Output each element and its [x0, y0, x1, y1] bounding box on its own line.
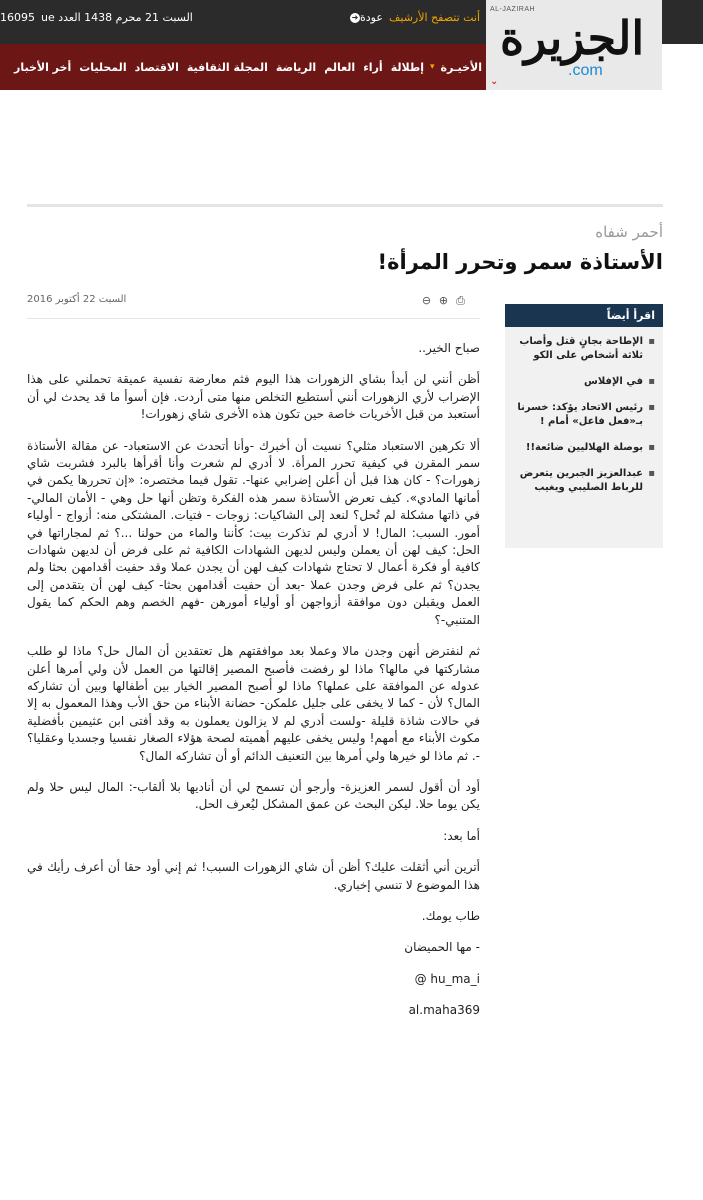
read-also-item[interactable]	[513, 441, 655, 455]
read-also-box	[505, 304, 663, 548]
paragraph: أظن أنني لن أبدأ بشاي الزهورات هذا اليوم فثم معارضة نفسية عميقة تحملني على هذا الإضراب لأري الزهورات أنني أستطيع التخلص منها متى أردت. فإن أسوأ ما قد يحدث لي أن أستعبد من قبل الأخريات خاصة حين تكون هذه الأخرى شاي زهورات!	[27, 372, 480, 422]
paragraph: طاب يومك.	[421, 908, 480, 923]
read-also-link[interactable]: الإطاحة بجانٍ قتل وأصاب ثلاثة أشخاص على الكو	[519, 336, 643, 361]
nav-item-economy[interactable]: الاقتصاد	[134, 60, 179, 74]
read-also-item[interactable]	[513, 335, 655, 363]
site-logo[interactable]	[486, 0, 662, 90]
read-also-link[interactable]: بوصلة الهلاليين ضائعة!!	[525, 442, 643, 453]
chevron-down-icon[interactable]: ⌄	[490, 76, 499, 87]
home-icon[interactable]	[0, 60, 10, 74]
bullet-icon: ▪	[648, 376, 655, 387]
nav-item-culture[interactable]: المجلة الثقافية	[186, 60, 268, 74]
read-also-list	[505, 327, 663, 495]
bullet-icon: ▪	[648, 442, 655, 453]
issue-tail: ue	[41, 11, 55, 24]
read-also-link[interactable]: رئيس الاتحاد يؤكد: خسرنا بـ«فعل فاعل» أمام !	[517, 402, 643, 427]
logo-arabic: الجزيرة	[500, 11, 645, 65]
paragraph: ثم لنفترض أنهن وجدن مالا وعملا بعد موافقتهم هل تعتقدين أن المال حل؟ ماذا لو طلب مشاركتها في مالها؟ ماذا لو رفضت فأصبح المصير إقالتها من العمل لأن ولي أمرها أعلن عدوله عن الموافقة على عملها؟ ماذا لو أصبح المصير الخيار بين أطفالها وبين أن تشاركه المال؟ لأن - كما لا يخفى على جليل علمكن- حضانة الأبناء من حق الأب وهذا المعمول به إلا في حالات شاذة قليلة -ولست أدري لم لا يزالون يعملون به وقد أفتى ابن عثيمين بأفضلية مكوث الأبناء مع أمهم! وليس يخفى عليهم أهميته لصحة هؤلاء الصغار نفسيا وجسديا وعقليا؟ -. ثم ماذا لو خيرها ولي أمرها بين التعنيف الدائم أو أن تشاركه المال؟	[27, 644, 480, 763]
article-title: الأستاذة سمر وتحرر المرأة!	[377, 250, 663, 274]
article-date: السبت 22 أكتوبر 2016	[27, 294, 127, 305]
article-tools	[420, 294, 467, 307]
back-link[interactable]	[348, 11, 383, 24]
logo-latin: AL-JAZIRAH	[490, 6, 536, 13]
main-nav	[0, 44, 486, 90]
meta-divider	[27, 318, 480, 319]
nav-item-last-page[interactable]: الأخيـرة	[440, 60, 482, 74]
nav-list	[0, 44, 486, 90]
read-also-link[interactable]: في الإفلاس	[584, 376, 643, 387]
zoom-in-icon[interactable]: ⊕	[438, 294, 449, 307]
paragraph: صباح الخير..	[418, 341, 480, 355]
nav-item-sports[interactable]: الرياضة	[275, 60, 317, 74]
read-also-item[interactable]	[513, 467, 655, 495]
twitter-handle: hu_ma_i @	[414, 971, 480, 986]
paragraph: ألا تكرهين الاستعباد مثلي؟ نسيت أن أخبرك -وأنا أتحدث عن الاستعباد- عن مقالة الأستاذة سمر المقرن في كيفية تحرر المرأة. لا أدري لم شعرت وأنا أقرأها بالبرد فشربت شاي زهورات؟ - كان هذا قبل أن أعلن إضرابي عنها-. تقول فيما مختصره: «إن تحررها يكمن في أمانها المادي». كيف تعرض الأستاذة سمر هذه الفكرة وتظن أنها حل وهي - الأمان المالي- في ذاتها مشكلة لم تُحل؟ لنعد إلى الشاكيات: زوجات - فتيات. المشتكى منه: أزواج - أولياء أمور. السبب: المال! لا أدري لم تذكرت بيت: كأننا والماء من حولنا ...؟ ثم لمجاراتها في الحل: كيف لهن أن يعملن وليس لديهن الشهادات الكافية ثم على فرض أن لديهن شهادات كافية أو فكرة أعمال لا تحتاج شهادات كيف لهن أن يجدن عملا وقد حفيت أقدامهن بحثا ولم يجدن؟ ثم على فرض وجدن عملا -بعد أن حفيت أقدامهن بحثا- كيف لهن أن يتقدمن إلى العمل ويقبلن دون موافقة أزواجهن أو أولياء أمورهن -فهم الخصم وهم الحكم كما يقول المتنبي-؟	[27, 438, 480, 627]
nav-item-local[interactable]: المحليات	[79, 60, 127, 74]
issue-date-text: السبت 21 محرم 1438 العدد 16095	[0, 11, 193, 24]
article-divider	[27, 204, 663, 207]
nav-item-itlala[interactable]: إطلالة	[390, 60, 424, 74]
bullet-icon: ▪	[648, 402, 655, 413]
read-also-heading: اقرأ أيضاً	[505, 304, 663, 327]
print-icon[interactable]: ⎙	[456, 294, 465, 307]
read-also-item[interactable]	[513, 375, 655, 389]
paragraph: أود أن أقول لسمر العزيزة- وأرجو أن تسمح لي أن أناديها بلا ألقاب-: المال ليس حلا ولم يكن يوما حلا. ليكن البحث عن عمق المشكل ليُعرف الحل.	[27, 779, 480, 812]
chevron-down-icon[interactable]: ▾	[429, 62, 435, 72]
paragraph: أما بعد:	[443, 828, 480, 843]
column-name: أحمر شفاه	[595, 223, 663, 241]
nav-item-latest[interactable]: أخر الأخبار	[14, 60, 72, 74]
back-arrow-icon: ➜	[351, 13, 359, 22]
bullet-icon: ▪	[648, 468, 655, 479]
zoom-out-icon[interactable]: ⊖	[421, 294, 432, 307]
bullet-icon: ▪	[648, 336, 655, 347]
back-label: عودة	[360, 11, 383, 24]
logo-domain: .com	[568, 62, 603, 79]
read-also-item[interactable]	[513, 401, 655, 429]
nav-item-world[interactable]: العالم	[324, 60, 356, 74]
email-handle: al.maha369	[408, 1003, 480, 1018]
archive-notice: أنت تتصفح الأرشيف	[389, 11, 481, 24]
author-signature: - مها الحميضان	[404, 940, 480, 955]
issue-date	[0, 11, 193, 24]
paragraph: أترين أني أثقلت عليك؟ أظن أن شاي الزهورات السبب! ثم إني أود حقا أن أعرف رأيك في هذا الموضوع لا تنسي إخباري.	[27, 860, 480, 892]
read-also-link[interactable]: عبدالعزيز الجبرين يتعرض للرباط الصليبي ويغيب	[519, 468, 643, 493]
nav-item-opinions[interactable]: أراء	[363, 60, 383, 74]
article-body	[27, 340, 480, 1034]
